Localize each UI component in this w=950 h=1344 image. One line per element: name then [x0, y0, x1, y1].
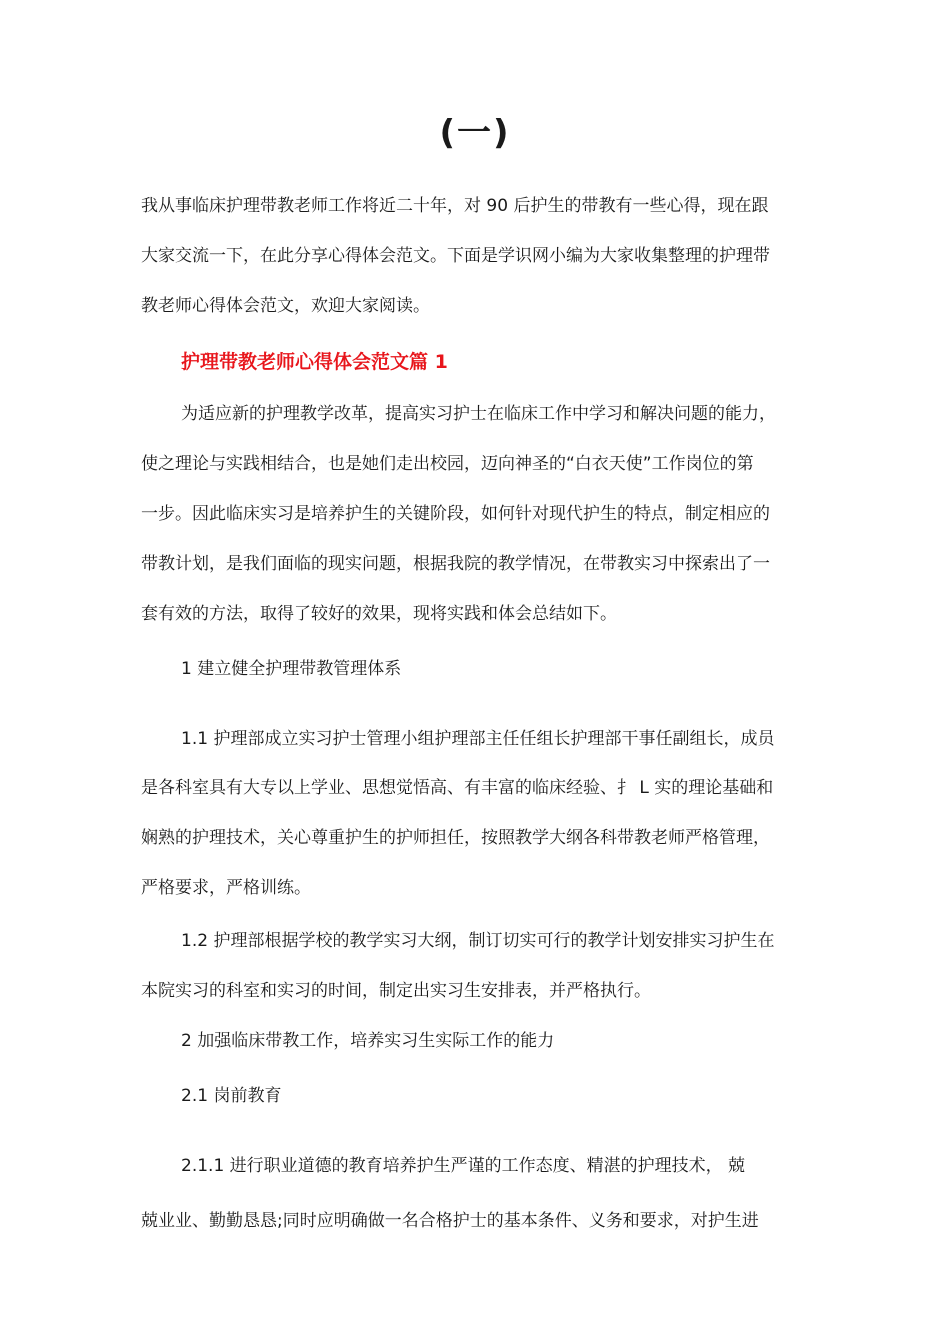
section-heading: 护理带教老师心得体会范文篇 1 [181, 351, 448, 373]
intro-line: 我从事临床护理带教老师工作将近二十年，对 90 后护生的带教有一些心得，现在跟 [141, 196, 769, 216]
paragraph-line: 本院实习的科室和实习的时间，制定出实习生安排表，并严格执行。 [141, 981, 651, 1001]
paragraph-line: 娴熟的护理技术，关心尊重护生的护师担任，按照教学大纲各科带教老师严格管理， [141, 828, 770, 848]
paragraph-line: 使之理论与实践相结合，也是她们走出校园，迈向神圣的“白衣天使”工作岗位的第 [141, 454, 754, 474]
paragraph-line: 严格要求，严格训练。 [141, 878, 311, 898]
subsection-heading: 2.1 岗前教育 [181, 1086, 282, 1106]
intro-line: 大家交流一下，在此分享心得体会范文。下面是学识网小编为大家收集整理的护理带 [141, 246, 770, 266]
intro-line: 教老师心得体会范文，欢迎大家阅读。 [141, 296, 430, 316]
document-title: (一) [439, 113, 511, 153]
paragraph-line: 1.2 护理部根据学校的教学实习大纲，制订切实可行的教学计划安排实习护生在 [181, 931, 775, 951]
paragraph-line: 套有效的方法，取得了较好的效果，现将实践和体会总结如下。 [141, 604, 617, 624]
subsection-heading: 1 建立健全护理带教管理体系 [181, 659, 402, 679]
subsection-heading: 2 加强临床带教工作，培养实习生实际工作的能力 [181, 1031, 555, 1051]
paragraph-line: 带教计划，是我们面临的现实问题，根据我院的教学情况，在带教实习中探索出了一 [141, 554, 770, 574]
paragraph-line: 一步。因此临床实习是培养护生的关键阶段，如何针对现代护生的特点，制定相应的 [141, 504, 770, 524]
paragraph-line: 1.1 护理部成立实习护士管理小组护理部主任任组长护理部干事任副组长，成员 [181, 729, 775, 749]
paragraph-line: 兢业业、勤勤恳恳;同时应明确做一名合格护士的基本条件、义务和要求，对护生进 [141, 1211, 759, 1231]
paragraph-line: 为适应新的护理教学改革，提高实习护士在临床工作中学习和解决问题的能力， [181, 404, 776, 424]
paragraph-line: 是各科室具有大专以上学业、思想觉悟高、有丰富的临床经验、扌 L 实的理论基础和 [141, 778, 774, 798]
paragraph-line: 2.1.1 进行职业道德的教育培养护生严谨的工作态度、精湛的护理技术， 兢 [181, 1156, 746, 1176]
